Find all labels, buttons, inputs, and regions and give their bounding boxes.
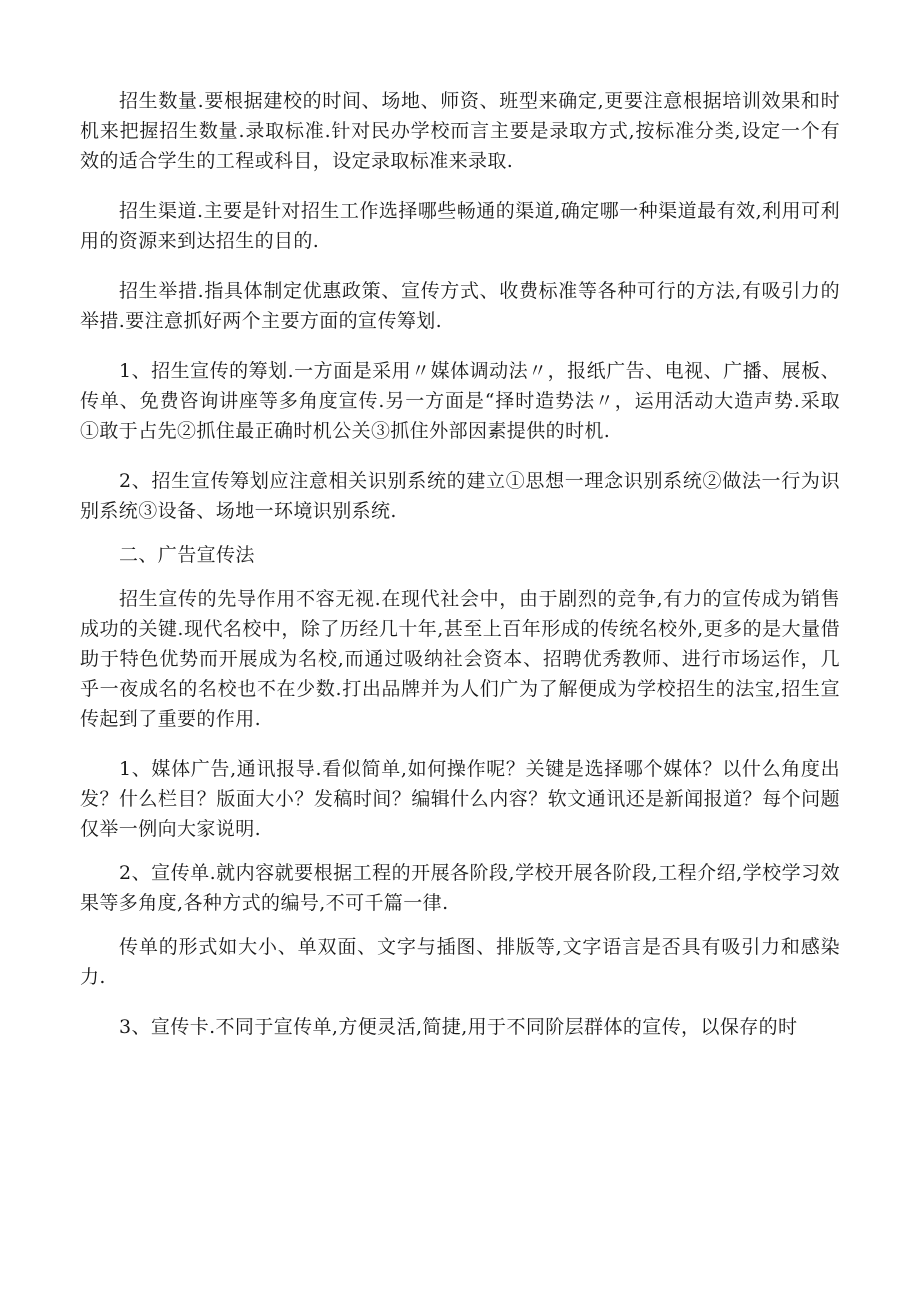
paragraph-publicity-cards: 3、宣传卡.不同于宣传单,方便灵活,简捷,用于不同阶层群体的宣传，以保存的时 bbox=[119, 1016, 798, 1038]
paragraph-leaflets: 2、宣传单.就内容就要根据工程的开展各阶段,学校开展各阶段,工程介绍,学校学习效果等多角度,各种方式的编号,不可千篇一律. bbox=[80, 862, 840, 914]
paragraph-publicity-planning-1: 1、招生宣传的筹划.一方面是采用〃媒体调动法〃，报纸广告、电视、广播、展板、传单、免费咨询讲座等多角度宣传.另一方面是“择时造势法〃，运用活动大造声势.采取①敢于占先②抓住最正确时机公关③抓住外部因素提供的时机. bbox=[80, 360, 840, 442]
paragraph-media-ads: 1、媒体广告,通讯报导.看似简单,如何操作呢？关键是选择哪个媒体？以什么角度出发？什么栏目？版面大小？发稿时间？编辑什么内容？软文通讯还是新闻报道？每个问题仅举一例向大家说明. bbox=[80, 758, 840, 840]
paragraph-publicity-role: 招生宣传的先导作用不容无视.在现代社会中，由于剧烈的竞争,有力的宣传成为销售成功的关键.现代名校中，除了历经几十年,甚至上百年形成的传统名校外,更多的是大量借助于特色优势而开展成为名校,而通过吸纳社会资本、招聘优秀教师、进行市场运作，几乎一夜成名的名校也不在少数.打出品牌并为人们广为了解便成为学校招生的法宝,招生宣传起到了重要的作用. bbox=[80, 588, 840, 730]
paragraph-enrollment-measures: 招生举措.指具体制定优惠政策、宣传方式、收费标准等各种可行的方法,有吸引力的举措.要注意抓好两个主要方面的宣传筹划. bbox=[80, 280, 840, 332]
section-heading-advertising: 二、广告宣传法 bbox=[119, 544, 255, 566]
paragraph-publicity-planning-2: 2、招生宣传筹划应注意相关识别系统的建立①思想一理念识别系统②做法一行为识别系统③设备、场地一环境识别系统. bbox=[80, 470, 840, 522]
paragraph-leaflet-form: 传单的形式如大小、单双面、文字与插图、排版等,文字语言是否具有吸引力和感染力. bbox=[80, 936, 840, 988]
document-page bbox=[80, 86, 840, 1042]
paragraph-enrollment-quantity: 招生数量.要根据建校的时间、场地、师资、班型来确定,更要注意根据培训效果和时机来把握招生数量.录取标准.针对民办学校而言主要是录取方式,按标准分类,设定一个有效的适合学生的工程或科目，设定录取标准来录取. bbox=[80, 90, 840, 172]
paragraph-enrollment-channels: 招生渠道.主要是针对招生工作选择哪些畅通的渠道,确定哪一种渠道最有效,利用可利用的资源来到达招生的目的. bbox=[80, 200, 840, 252]
